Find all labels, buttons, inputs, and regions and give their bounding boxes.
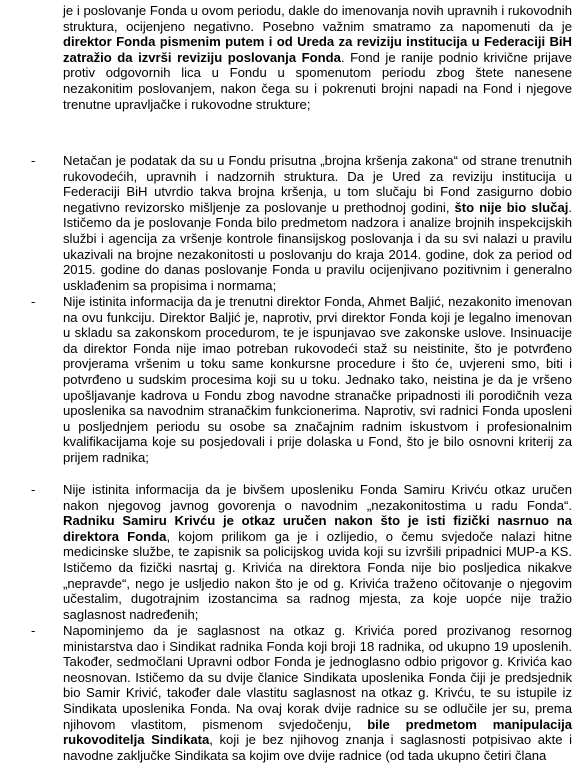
paragraph-text: . Fond je ranije podnio krivične prijave protiv odgovornih lica u Fondu u spomenutom periodu zbog štete nanesene nezakonitim poslovanjem, nakon čega su i pokrenuti brojni napadi na Fond i njegove trenutne upravljačke i rukovodne strukture; <box>63 49 572 112</box>
paragraph-text: . Ističemo da je poslovanje Fonda bilo predmetom nadzora i analize brojnih inspekcijskih službi i agencija za vršenje kontrole finansijskog poslovanja i da su svi nalazi u pravilu ukazivali na brojne nezakonitosti u poslovanju do kraja 2014. godine, dok za period od 2015. godine do danas poslovanje Fonda u pravilu ocijenjivano pozitivnim i generalno usklađenim sa propisima i normama; <box>63 199 572 293</box>
paragraph-text: Nije istinita informacija da je trenutni direktor Fonda, Ahmet Baljić, nezakonito imenovan na ovu funkciju. Direktor Baljić je, naprotiv, prvi direktor Fonda koji je legalno imenovan u skladu sa zakonskom procedurom, te je ispunjavao sve zakonske uslove. Insinuacije da direktor Fonda nije imao potreban rukovodeći staž su neistinite, što je potvrđeno provjerama vršenim u toku same konkursne procedure i što će, uvjereni smo, biti i potvrđeno u sudskim procesima koji su u toku. Jednako tako, neistina je da je vršeno upošljavanje kadrova u Fondu zbog navodne stranačke pripadnosti ili porodičnih veza uposlenika sa navodnim stranačkim funkcionerima. Naprotiv, svi radnici Fonda uposleni u posljednjem periodu su osobe sa značajnim radnim iskustvom i profesionalnim kvalifikacijama koje su posjedovali i prije dolaska u Fond, što je bilo osnovni kriterij za prijem radnika; <box>63 294 572 465</box>
bold-emphasis: Radniku Samiru Krivću je otkaz uručen nakon što je isti fizički nasrnuo na direktora Fonda <box>63 513 572 544</box>
bullet-dash: - <box>31 294 36 309</box>
paragraph-text: , kojom prilikom ga je i ozlijedio, o čemu svjedoče nalazi hitne medicinske službe, te zapisnik sa policijskog uvida koji su izvršili pripadnici MUP-a KS. Ističemo da fizički nasrtaj g. Krivića na direktora Fonda nije bio posljedica nikakve „nepravde“, nego je usljedio nakon što je od g. Krivića traženo očitovanje o njegovim učestalim, dugotrajnim izostancima sa radnog mjesta, za koje uopće nije tražio saglasnost nadređenih; <box>63 528 572 622</box>
paragraph-text: je i poslovanje Fonda u ovom periodu, dakle do imenovanja novih upravnih i rukovodnih struktura, ocijenjeno negativno. Posebno važnim smatramo za napomenuti da je <box>63 3 572 34</box>
paragraph-text: , koji je bez njihovog znanja i saglasnosti potpisivao akte i navodne zaključke Sindikata sa kojim ove dvije radnice (od tada ukupno četiri člana <box>63 732 572 763</box>
paragraph-text: Napominjemo da je saglasnost na otkaz g. Krivića pored prozivanog resornog ministarstva dao i Sindikat radnika Fonda koji broji 18 radnika, od ukupno 19 uposlenih. Također, sedmočlani Upravni odbor Fonda je jednoglasno odbio prigovor g. Krivića kao neosnovan. Ističemo da su dvije članice Sindikata uposlenika Fonda čiji je predsjednik bio Samir Krivić, također dale vlastitu saglasnost na otkaz g. Krivću, te su istupile iz Sindikata uposlenika Fonda. Na ovaj korak dvije radnice su se odlučile jer su, prema njihovom vlastitom, pismenom svjedočenju, <box>63 623 572 732</box>
paragraph-employee-dismissal <box>63 482 572 622</box>
paragraph-text: Netačan je podatak da su u Fondu prisutna „brojna kršenja zakona“ od strane trenutnih rukovodećih, upravnih i nadzornih struktura. Da je Ured za reviziju institucija u Federaciji BiH utvrdio takva brojna kršenja, u tom slučaju bi Fond zasigurno dobio negativno revizorsko mišljenje za poslovanje u prethodnoj godini, <box>63 153 572 215</box>
bold-emphasis: direktor Fonda pismenim putem i od Ureda za reviziju institucija u Federaciji BiH zatražio da izvrši reviziju poslovanja Fonda <box>63 34 572 65</box>
paragraph-dismissal-consent <box>63 623 572 763</box>
paragraph-text: Nije istinita informacija da je bivšem uposleniku Fonda Samiru Krivću otkaz uručen nakon njegovog javnog govorenja o navodnim „nezakonitostima u radu Fonda“. <box>63 482 572 513</box>
bullet-dash: - <box>31 153 36 168</box>
paragraph-director-appointment <box>63 294 572 466</box>
bold-emphasis: bile predmetom manipulacija rukovoditelja Sindikata <box>63 716 573 748</box>
paragraph-fund-audit-request <box>63 3 572 112</box>
paragraph-law-violations <box>63 153 572 293</box>
bold-emphasis: što nije bio slučaj <box>454 199 569 215</box>
bullet-dash: - <box>31 623 36 638</box>
bullet-dash: - <box>31 482 36 497</box>
